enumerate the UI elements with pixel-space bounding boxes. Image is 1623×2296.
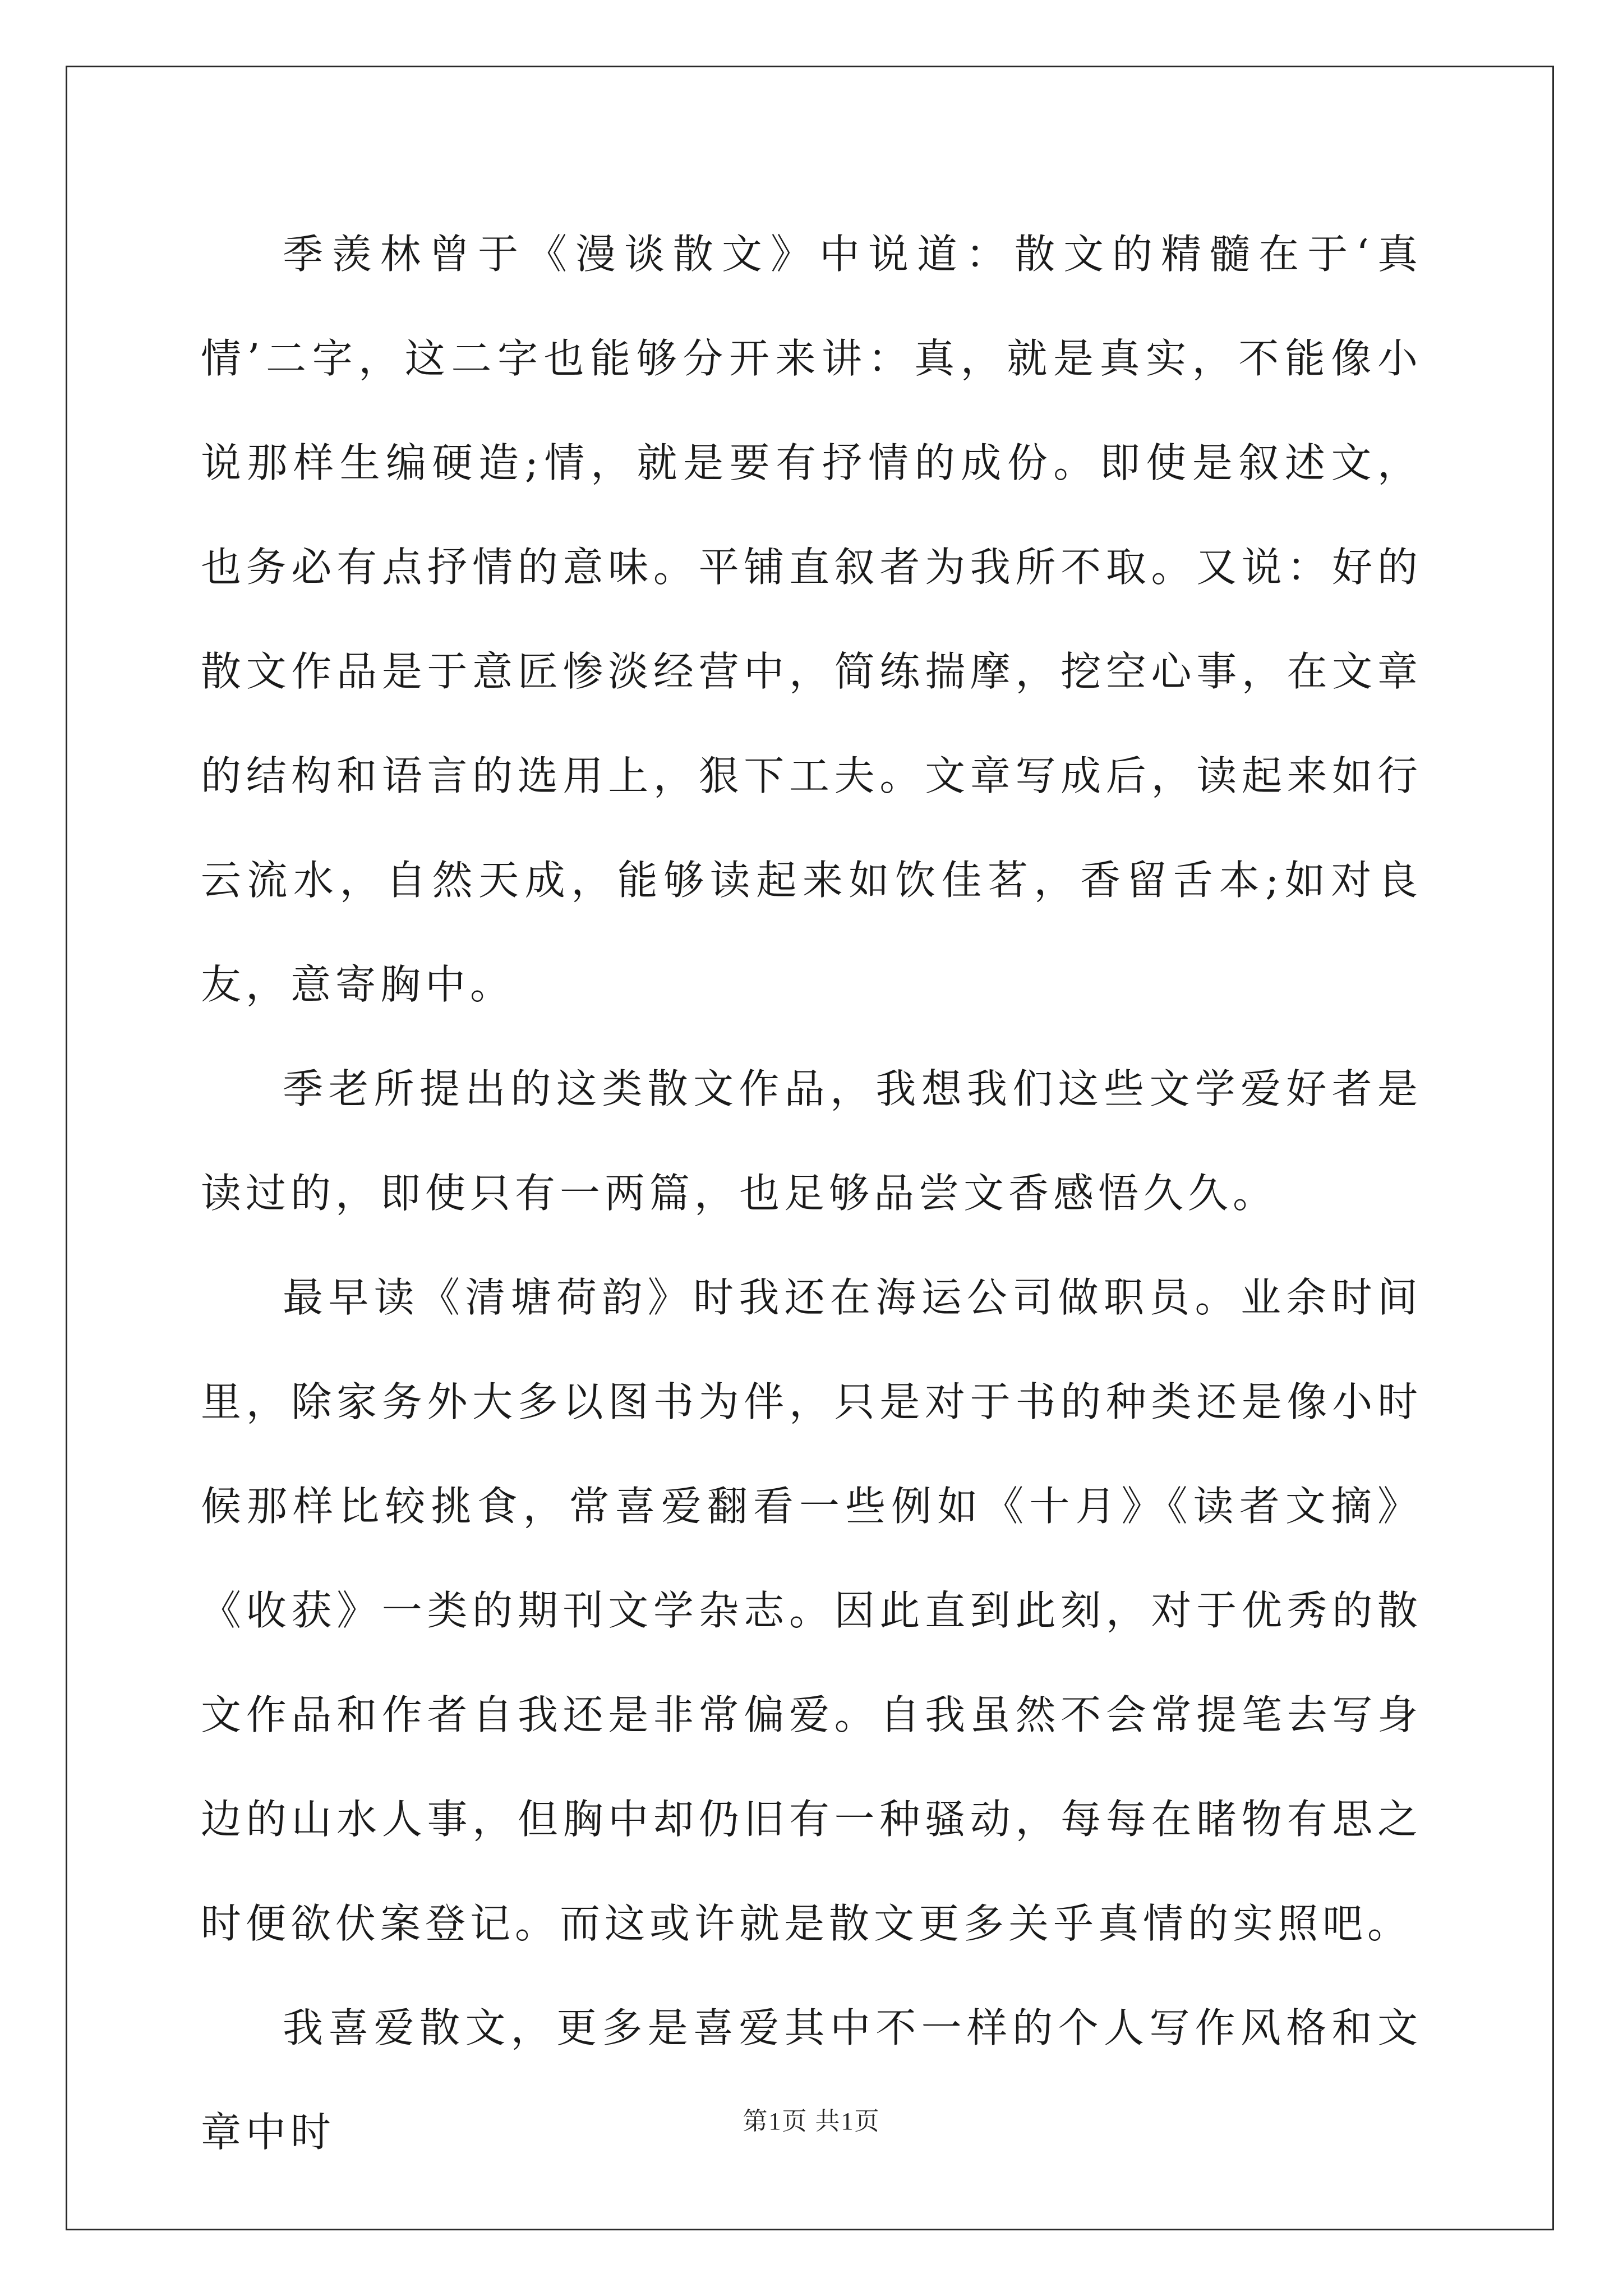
paragraph-3: 最早读《清塘荷韵》时我还在海运公司做职员。业余时间里，除家务外大多以图书为伴，只是对于书的种类还是像小时候那样比较挑食，常喜爱翻看一些例如《十月》《读者文摘》《收获》一类的期刊文学杂志。因此直到此刻，对于优秀的散文作品和作者自我还是非常偏爱。自我虽然不会常提笔去写身边的山水人事，但胸中却仍旧有一种骚动，每每在睹物有思之时便欲伏案登记。而这或许就是散文更多关乎真情的实照吧。 [201, 1274, 1422, 1947]
page-number-footer: 第1页 共1页 [743, 2108, 880, 2135]
paragraph-2: 季老所提出的这类散文作品，我想我们这些文学爱好者是读过的，即使只有一两篇，也足够品尝文香感悟久久。 [201, 1065, 1422, 1217]
document-body [201, 202, 1422, 2184]
paragraph-4: 我喜爱散文，更多是喜爱其中不一样的个人写作风格和文章中时 [201, 2004, 1422, 2156]
paragraph-1: 季羡林曾于《漫谈散文》中说道：散文的精髓在于‘真情’二字，这二字也能够分开来讲：真，就是真实，不能像小说那样生编硬造;情，就是要有抒情的成份。即使是叙述文，也务必有点抒情的意味。平铺直叙者为我所不取。又说：好的散文作品是于意匠惨淡经营中，简练揣摩，挖空心事，在文章的结构和语言的选用上，狠下工夫。文章写成后，读起来如行云流水，自然天成，能够读起来如饮佳茗，香留舌本;如对良友，意寄胸中。 [201, 231, 1422, 1008]
